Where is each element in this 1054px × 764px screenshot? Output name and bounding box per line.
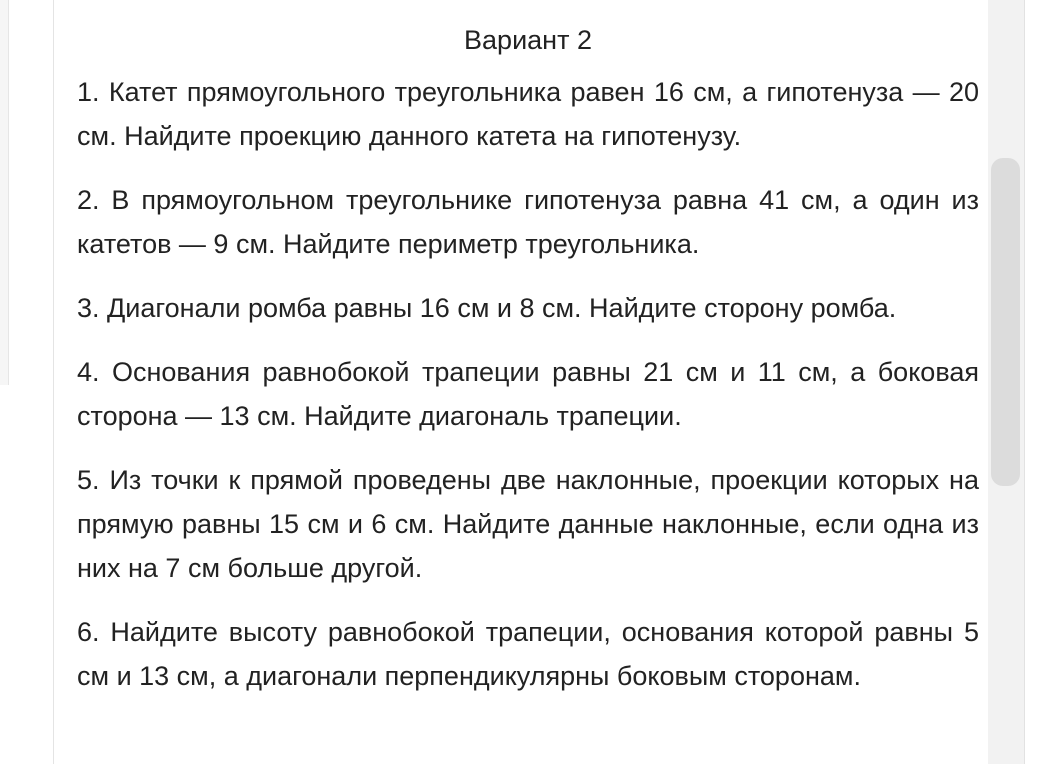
problem-6: 6. Найдите высоту равнобокой трапеции, основания которой равны 5 см и 13 см, а диагонали перпендикулярны боковым сторонам. xyxy=(77,617,979,691)
problem-4: 4. Основания равнобокой трапеции равны 21 см и 11 см, а боковая сторона — 13 см. Найдите диагональ трапеции. xyxy=(77,357,979,431)
left-panel-edge xyxy=(0,0,9,385)
problem-5: 5. Из точки к прямой проведены две наклонные, проекции которых на прямую равны 15 см и 6 см. Найдите данные наклонные, если одна из них на 7 см больше другой. xyxy=(77,465,979,583)
right-gutter xyxy=(1025,0,1054,764)
document-page xyxy=(53,0,989,764)
document-title: Вариант 2 xyxy=(464,25,592,55)
problem-1: 1. Катет прямоугольного треугольника равен 16 см, а гипотенуза — 20 см. Найдите проекцию данного катета на гипотенузу. xyxy=(77,77,979,151)
scrollbar-thumb[interactable] xyxy=(991,158,1020,486)
problem-3: 3. Диагонали ромба равны 16 см и 8 см. Найдите сторону ромба. xyxy=(77,293,897,323)
document-content xyxy=(77,20,979,718)
vertical-scrollbar[interactable] xyxy=(988,0,1025,764)
problem-2: 2. В прямоугольном треугольнике гипотенуза равна 41 см, а один из катетов — 9 см. Найдите периметр треугольника. xyxy=(77,185,979,259)
